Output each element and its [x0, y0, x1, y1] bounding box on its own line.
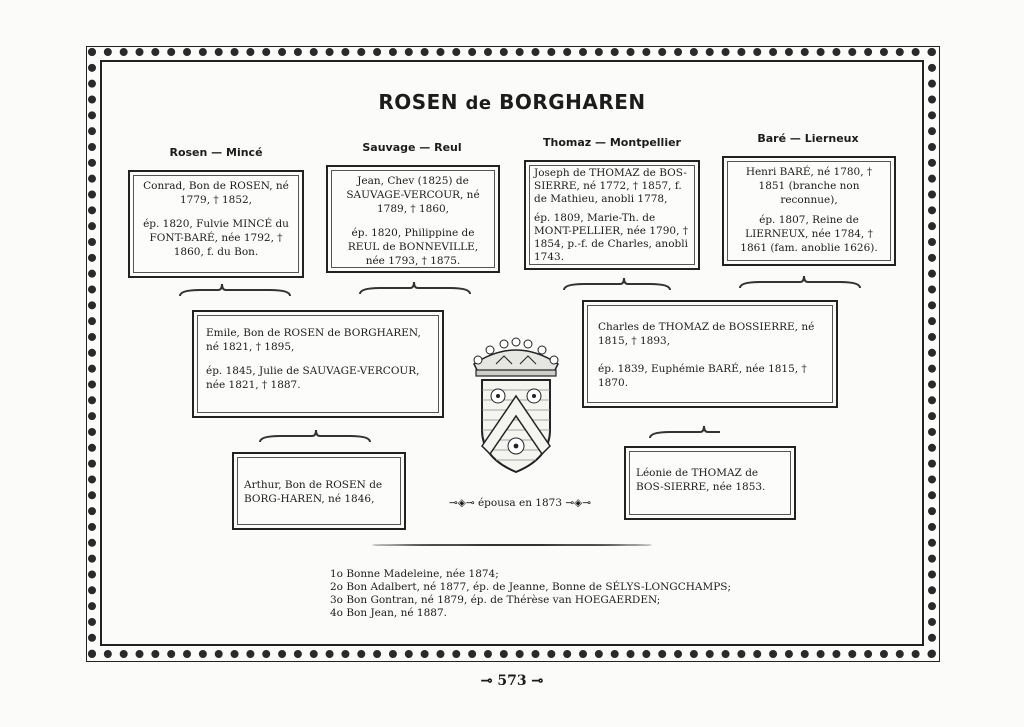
list-item: 4o Bon Jean, né 1887. [330, 607, 447, 619]
box-text: ép. 1820, Philippine de REUL de BONNEVILLE, née 1793, † 1875. [347, 227, 479, 267]
box-text: Charles de THOMAZ de BOSSIERRE, né 1815, † 1893, [598, 321, 815, 347]
column-heading-sauvage: Sauvage — Reul [362, 141, 462, 154]
ornament-icon: ⊸◈⊸ [565, 497, 592, 509]
column-heading-thomaz: Thomaz — Montpellier [543, 136, 681, 149]
box-charles-thomaz [582, 300, 838, 408]
box-conrad-rosen [128, 170, 304, 278]
box-jean-sauvage [326, 165, 500, 273]
marriage-note [440, 497, 600, 509]
ornament-icon: ⊸ [531, 673, 544, 689]
box-text: Emile, Bon de ROSEN de BORGHAREN, né 1821, † 1895, [206, 327, 421, 353]
column-heading-bare: Baré — Lierneux [757, 132, 859, 145]
box-henri-bare [722, 156, 896, 266]
page-number: ⊸ 573 ⊸ [480, 673, 544, 689]
list-item: 1o Bonne Madeleine, née 1874; [330, 568, 499, 580]
box-text: ép. 1809, Marie-Th. de MONT-PELLIER, née 1790, † 1854, p.-f. de Charles, anobli 1743. [534, 212, 688, 263]
box-arthur-rosen [232, 452, 406, 530]
box-text: ép. 1807, Reine de LIERNEUX, née 1784, † 1861 (fam. anoblie 1626). [740, 214, 878, 254]
box-text: ép. 1845, Julie de SAUVAGE-VERCOUR, née 1821, † 1887. [206, 365, 420, 391]
box-text: Conrad, Bon de ROSEN, né 1779, † 1852, [143, 180, 289, 206]
box-text: Arthur, Bon de ROSEN de BORG-HAREN, né 1846, [244, 479, 383, 505]
box-text: ép. 1839, Euphémie BARÉ, née 1815, † 1870. [598, 363, 807, 389]
list-item: 3o Bon Gontran, né 1879, ép. de Thérèse van HOEGAERDEN; [330, 594, 661, 606]
box-text: Jean, Chev (1825) de SAUVAGE-VERCOUR, né 1789, † 1860, [346, 175, 480, 215]
box-emile-rosen [192, 310, 444, 418]
ornament-icon: ⊸ [480, 673, 493, 689]
marriage-text: épousa en 1873 [477, 497, 563, 509]
children-list [330, 568, 760, 620]
box-joseph-thomaz [524, 160, 700, 270]
column-heading-rosen: Rosen — Mincé [169, 146, 263, 159]
list-item: 2o Bon Adalbert, né 1877, ép. de Jeanne, Bonne de SÉLYS-LONGCHAMPS; [330, 581, 732, 593]
page-title: ROSEN de BORGHAREN [378, 90, 646, 114]
box-text: Henri BARÉ, né 1780, † 1851 (branche non reconnue), [745, 166, 873, 206]
separator-line [372, 544, 652, 546]
box-text: Joseph de THOMAZ de BOS-SIERRE, né 1772, † 1857, f. de Mathieu, anobli 1778, [534, 167, 687, 205]
crown-icon [474, 338, 558, 376]
box-leonie-thomaz [624, 446, 796, 520]
coat-of-arms-crest [460, 334, 572, 476]
box-text: Léonie de THOMAZ de BOS-SIERRE, née 1853. [636, 467, 766, 493]
ornament-icon: ⊸◈⊸ [448, 497, 475, 509]
box-text: ép. 1820, Fulvie MINCÉ du FONT-BARÉ, née 1792, † 1860, f. du Bon. [143, 218, 289, 258]
